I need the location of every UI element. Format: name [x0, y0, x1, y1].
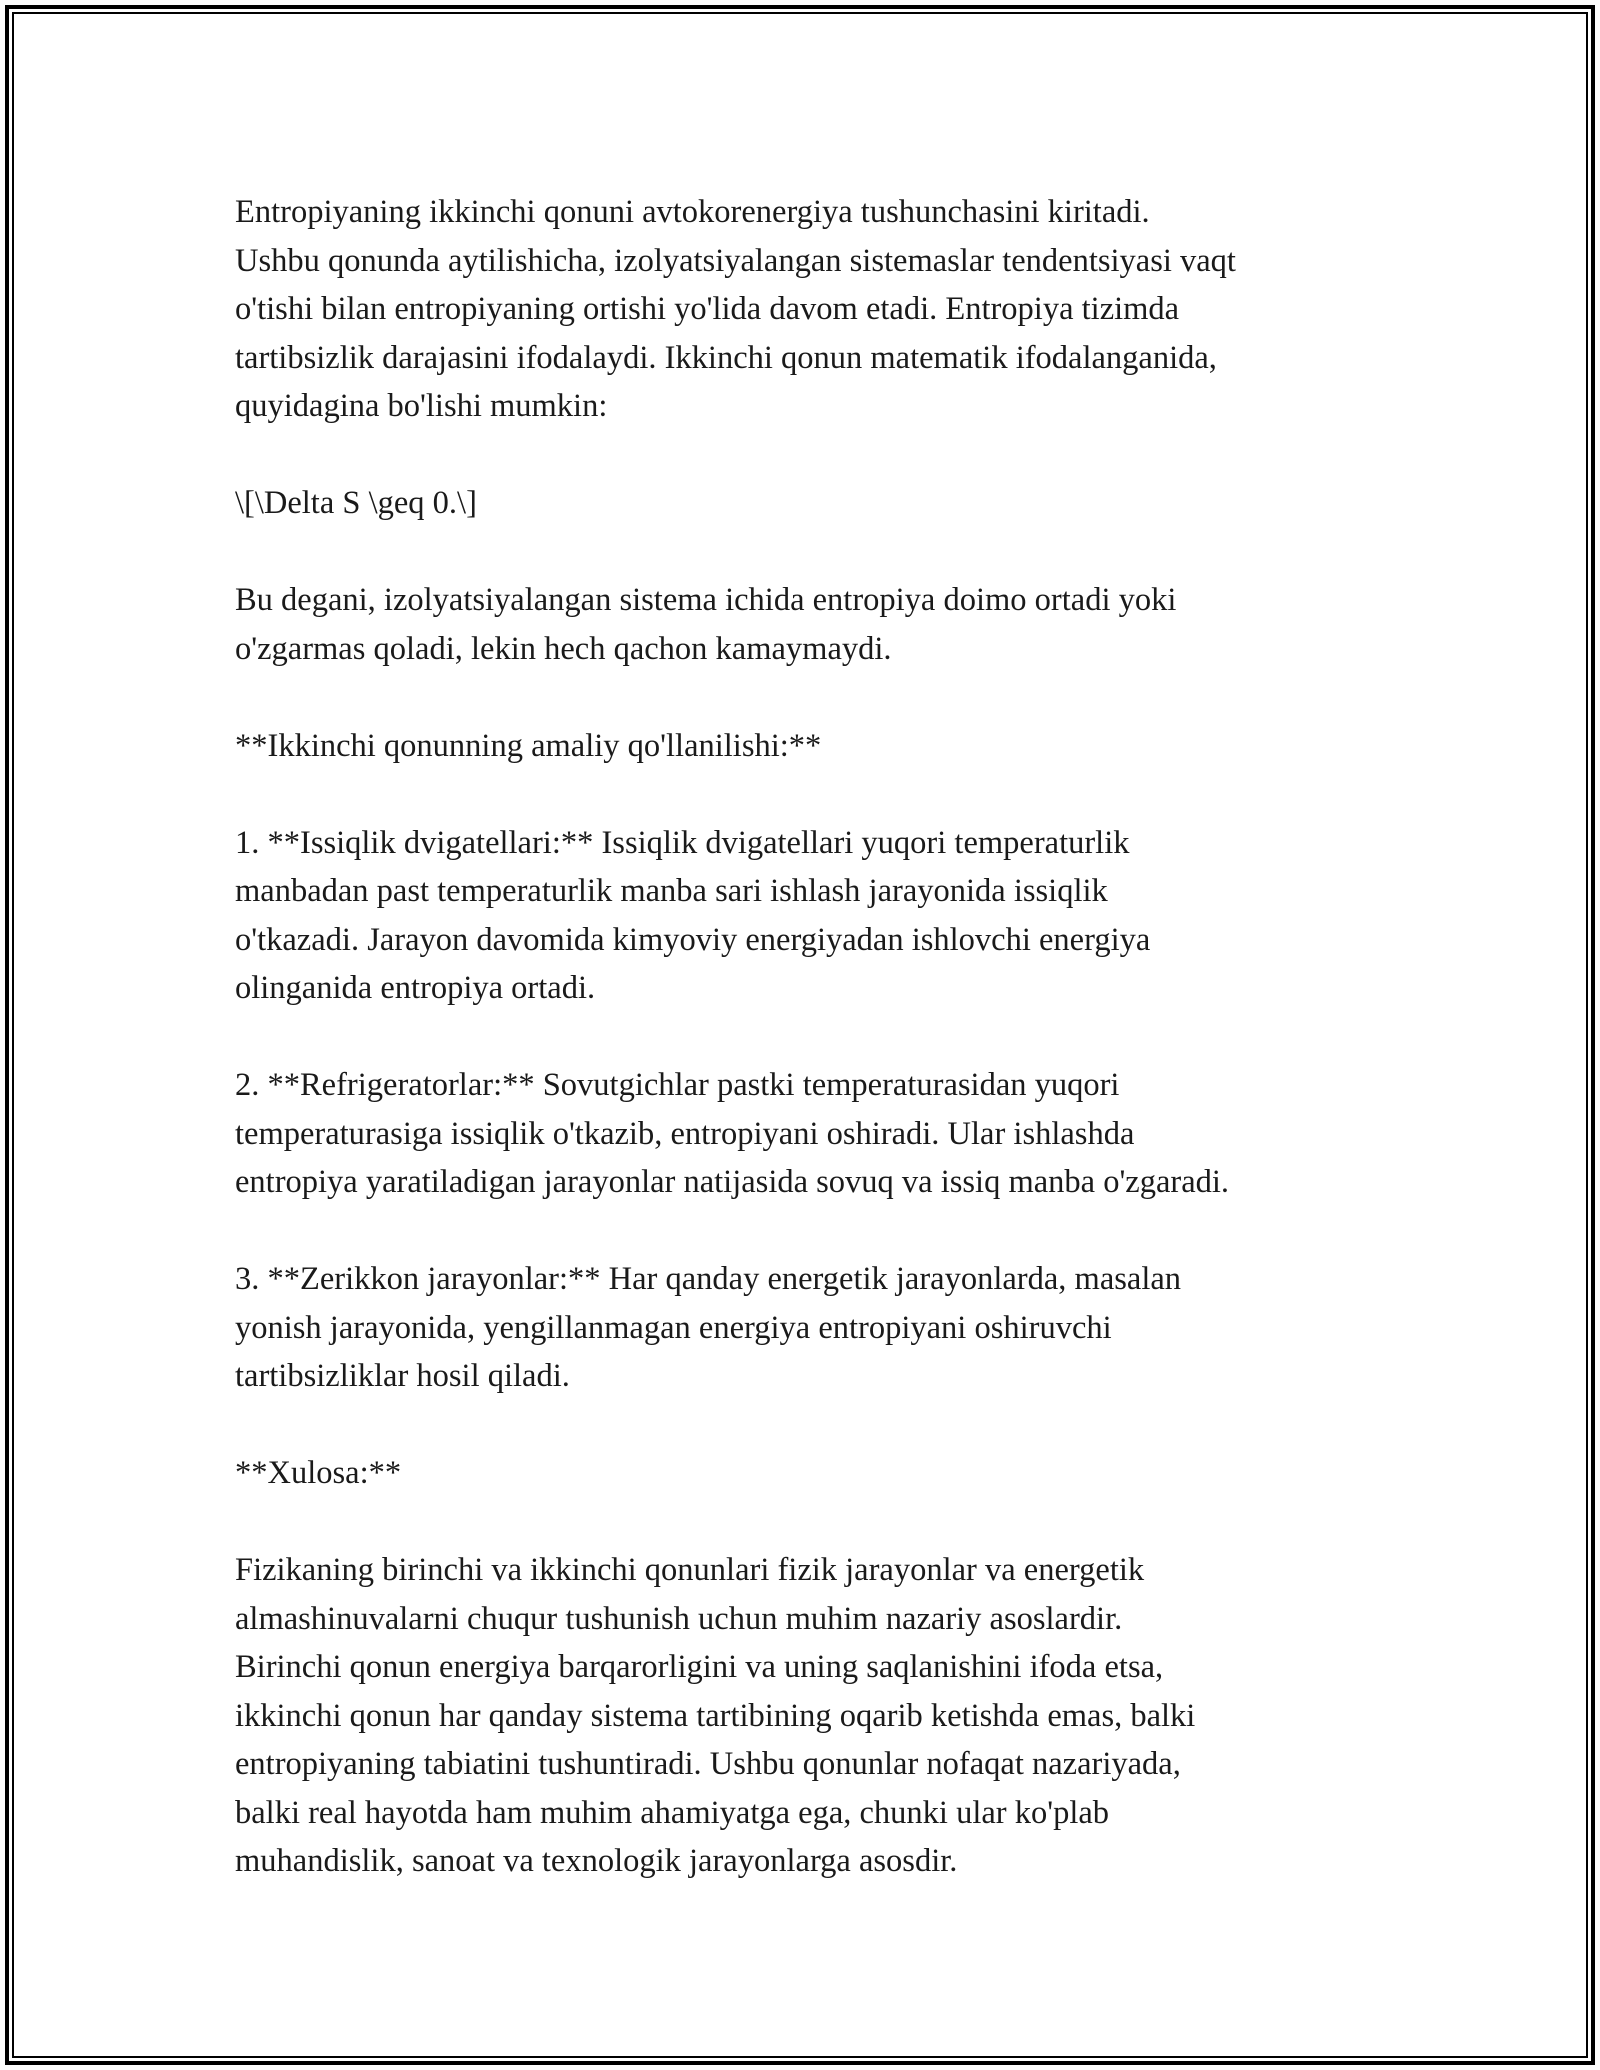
heading-conclusion: **Xulosa:**	[235, 1455, 402, 1491]
paragraph-entropy-meaning: Bu degani, izolyatsiyalangan sistema ichida entropiya doimo ortadi yoki o'zgarmas qoladi, lekin hech qachon kamaymaydi.	[235, 582, 1177, 667]
list-item-refrigerators: 2. **Refrigeratorlar:** Sovutgichlar pastki temperaturasidan yuqori temperaturasiga issiqlik o'tkazib, entropiyani oshiradi. Ular ishlashda entropiya yaratiladigan jarayonlar natijasida sovuq va issiq manba o'zgaradi.	[235, 1067, 1230, 1200]
heading-practical-applications: **Ikkinchi qonunning amaliy qo'llanilishi:**	[235, 727, 822, 764]
paragraph-entropy-second-law-intro: Entropiyaning ikkinchi qonuni avtokorenergiya tushunchasini kiritadi. Ushbu qonunda aytilishicha, izolyatsiyalangan sistemaslar tendentsiyasi vaqt o'tishi bilan entropiyaning ortishi yo'lida davom etadi. Entropiya tizimda tartibsizlik darajasini ifodalaydi. Ikkinchi qonun matematik ifodalanganida, quyidagina bo'lishi mumkin:	[235, 194, 1236, 424]
formula-delta-s: \[\Delta S \geq 0.\]	[235, 485, 477, 521]
list-item-heat-engines: 1. **Issiqlik dvigatellari:** Issiqlik dvigatellari yuqori temperaturlik manbadan past temperaturlik manba sari ishlash jarayonida issiqlik o'tkazadi. Jarayon davomida kimyoviy energiyadan ishlovchi energiya olinganida entropiya ortadi.	[235, 824, 1151, 1006]
paragraph-conclusion: Fizikaning birinchi va ikkinchi qonunlari fizik jarayonlar va energetik almashinuvalarni chuqur tushunish uchun muhim nazariy asoslardir. Birinchi qonun energiya barqarorligini va uning saqlanishini ifoda etsa, ikkinchi qonun har qanday sistema tartibining oqarib ketishda emas, balki entropiyaning tabiatini tushuntiradi. Ushbu qonunlar nofaqat nazariyada, balki real hayotda ham muhim ahamiyatga ega, chunki ular ko'plab muhandislik, sanoat va texnologik jarayonlarga asosdir.	[235, 1552, 1196, 1879]
document-body	[235, 188, 1395, 1886]
list-item-processes: 3. **Zerikkon jarayonlar:** Har qanday energetik jarayonlarda, masalan yonish jarayonida, yengillanmagan energiya entropiyani oshiruvchi tartibsizliklar hosil qiladi.	[235, 1261, 1182, 1394]
